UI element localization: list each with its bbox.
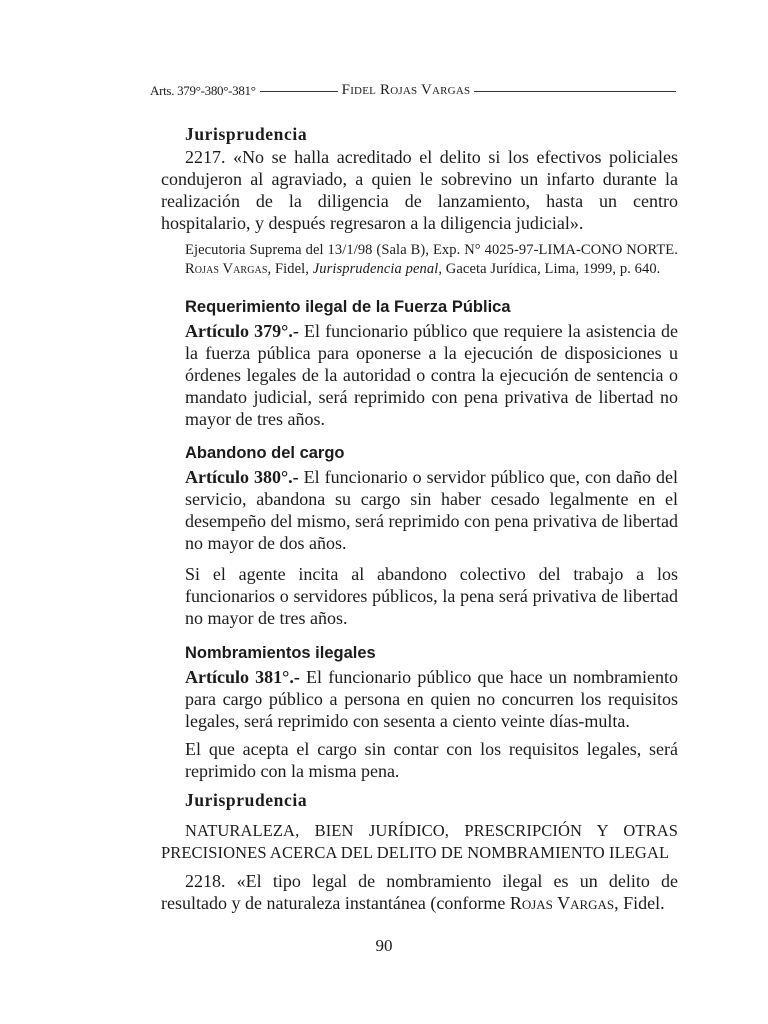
header-rule-left (260, 91, 338, 92)
citation-2217-title: Jurisprudencia penal (312, 261, 439, 277)
article-379 (185, 320, 678, 430)
jurisprudencia-heading-2: Jurisprudencia (185, 790, 308, 810)
article-380 (185, 466, 678, 554)
header-articles: Arts. 379°-380°-381° (150, 82, 256, 98)
article-381-label: Artículo 381°.- (185, 667, 300, 687)
citation-2217-b: , Fidel, (267, 261, 309, 277)
jurisprudence-2218-text-b: , Fidel. (614, 893, 665, 913)
citation-2217 (185, 241, 678, 279)
article-381-paragraph-2: El que acepta el cargo sin contar con los requisitos legales, será reprimido con la misma pena. (185, 739, 678, 781)
article-381-text: El funcionario público que hace un nombramiento para cargo público a persona en quien no concurren los requisitos legales, será reprimido con sesenta a ciento veinte días-multa. (185, 667, 678, 731)
article-380-paragraph-2: Si el agente incita al abandono colectivo del trabajo a los funcionarios o servidores públicos, la pena será privativa de libertad no mayor de tres años. (185, 564, 678, 628)
page-content (161, 118, 678, 914)
article-380-text: El funcionario o servidor público que, con daño del servicio, abandona su cargo sin haber cesado legalmente en el desempeño del mismo, será reprimido con pena privativa de libertad no mayor de dos años. (185, 467, 678, 553)
header-rule-right (474, 91, 676, 92)
jurisprudence-2217 (161, 146, 678, 234)
jurisprudence-2217-text: 2217. «No se halla acreditado el delito si los efectivos policiales condujeron al agraviado, a quien le sobrevino un infarto durante la realización de la diligencia de lanzamiento, hasta un centro hospitalario, y después regresaron a la diligencia judicial». (161, 147, 678, 233)
jurisprudencia-heading-1: Jurisprudencia (185, 124, 308, 144)
citation-2217-a: Ejecutoria Suprema del 13/1/98 (Sala B), Exp. N° 4025-97-LIMA-CONO NORTE. (185, 242, 678, 258)
jurisprudence-caps-text: NATURALEZA, BIEN JURÍDICO, PRESCRIPCIÓN Y OTRAS PRECISIONES ACERCA DEL DELITO DE NOMBRAMIENTO ILEGAL (161, 821, 678, 862)
article-379-text: El funcionario público que requiere la asistencia de la fuerza pública para oponerse a la ejecución de disposiciones u órdenes legales de la autoridad o contra la ejecución de sentencia o mandato judicial, será reprimido con pena privativa de libertad no mayor de tres años. (185, 321, 678, 429)
jurisprudence-2218 (161, 870, 678, 914)
jurisprudence-2218-author: Rojas Vargas (509, 893, 615, 913)
article-381 (185, 666, 678, 732)
header-author: Fidel Rojas Vargas (341, 82, 471, 98)
jurisprudence-2218-text-a: 2218. «El tipo legal de nombramiento ilegal es un delito de resultado y de naturaleza instantánea (conforme (161, 871, 678, 913)
article-379-heading: Requerimiento ilegal de la Fuerza Pública (185, 298, 511, 316)
page-number: 90 (375, 936, 393, 955)
article-379-label: Artículo 379°.- (185, 321, 299, 341)
citation-2217-c: , Gaceta Jurídica, Lima, 1999, p. 640. (438, 261, 661, 277)
citation-2217-author: Rojas Vargas (185, 261, 268, 277)
article-380-label: Artículo 380°.- (185, 467, 299, 487)
jurisprudence-caps-heading (161, 820, 678, 864)
article-381-heading: Nombramientos ilegales (185, 644, 376, 662)
article-380-heading: Abandono del cargo (185, 444, 345, 462)
running-header (150, 82, 680, 99)
